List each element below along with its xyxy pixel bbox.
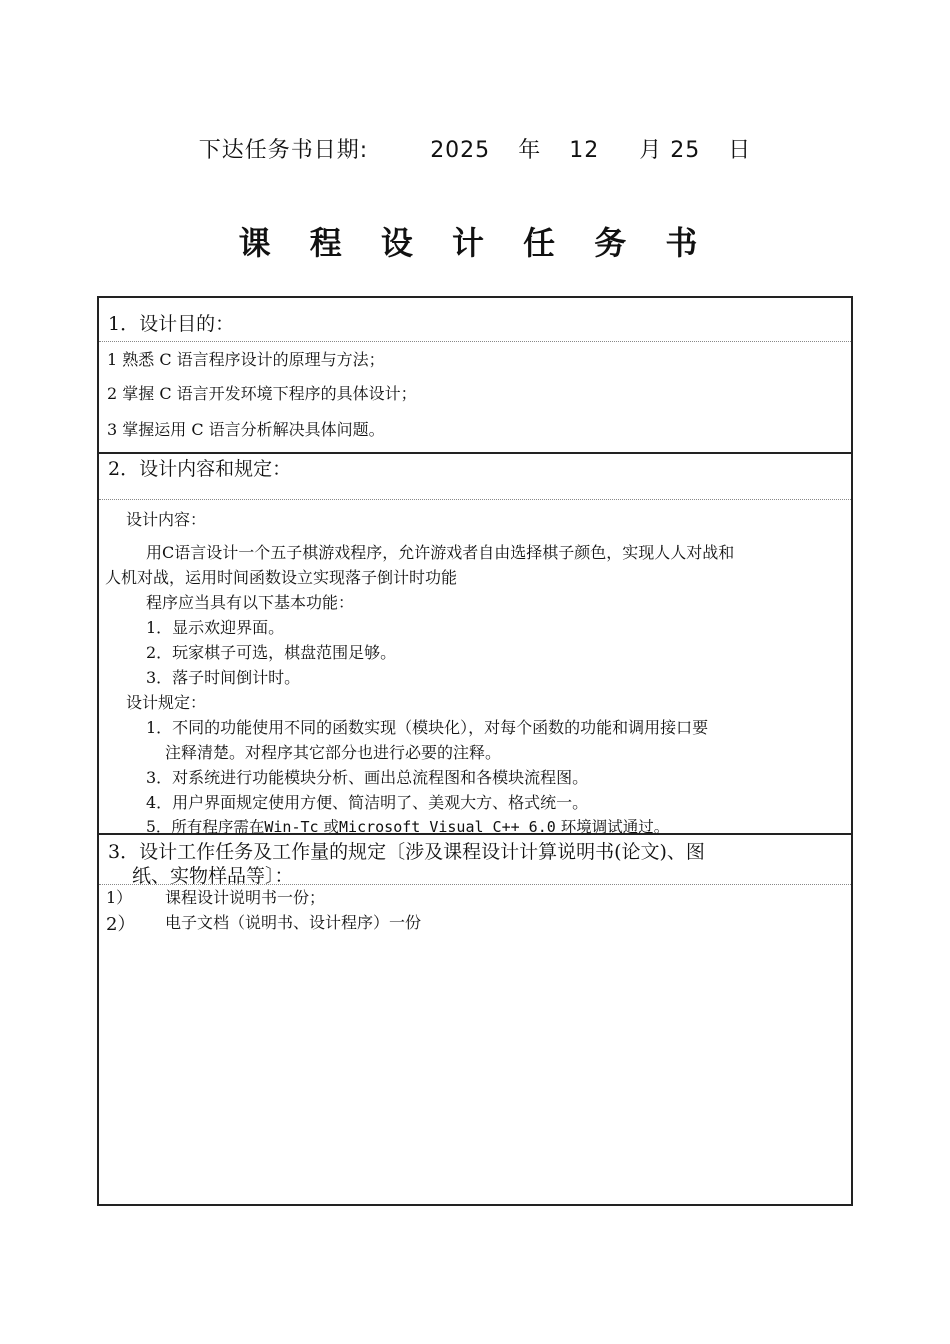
list-item: 电子文档（说明书、设计程序）一份 bbox=[165, 913, 422, 932]
list-item-number: 2） bbox=[106, 914, 136, 935]
section-heading bbox=[99, 835, 851, 885]
rule5-env-vc: Microsoft Visual C++ 6.0 bbox=[339, 818, 556, 836]
issue-date-label: 下达任务书日期: bbox=[198, 138, 369, 163]
feature-item: 1．显示欢迎界面。 bbox=[146, 618, 285, 637]
document-title: 课 程 设 计 任 务 书 bbox=[238, 224, 712, 262]
list-item-number: 1） bbox=[106, 888, 133, 907]
list-item: 2 掌握 C 语言开发环境下程序的具体设计； bbox=[107, 384, 417, 403]
content-paragraph-line: 用C语言设计一个五子棋游戏程序，允许游戏者自由选择棋子颜色，实现人人对战和 bbox=[146, 543, 735, 562]
feature-item: 2．玩家棋子可选，棋盘范围足够。 bbox=[146, 643, 397, 662]
section-heading-line: 3．设计工作任务及工作量的规定〔涉及课程设计计算说明书(论文)、图 bbox=[108, 841, 705, 863]
task-table bbox=[97, 296, 853, 1206]
content-paragraph-line: 人机对战，运用时间函数设立实现落子倒计时功能 bbox=[105, 568, 458, 587]
list-item: 1 熟悉 C 语言程序设计的原理与方法； bbox=[107, 350, 385, 369]
rule-item-continuation: 注释清楚。对程序其它部分也进行必要的注释。 bbox=[165, 743, 502, 762]
feature-item: 3．落子时间倒计时。 bbox=[146, 668, 301, 687]
rule5-tail: 环境调试通过。 bbox=[560, 818, 670, 836]
content-label: 设计内容： bbox=[126, 510, 207, 529]
section-heading-line: 纸、实物样品等〕： bbox=[132, 865, 294, 887]
features-intro: 程序应当具有以下基本功能： bbox=[146, 593, 355, 612]
issue-year: 2025 bbox=[430, 138, 491, 163]
issue-date-line bbox=[0, 133, 950, 164]
issue-year-unit: 年 bbox=[518, 138, 542, 163]
rule5-or: 或 bbox=[323, 818, 340, 836]
list-item: 课程设计说明书一份； bbox=[165, 888, 326, 907]
section-workload bbox=[99, 833, 851, 1206]
section-design-content bbox=[99, 452, 851, 834]
rule-item: 3．对系统进行功能模块分析、画出总流程图和各模块流程图。 bbox=[146, 768, 589, 787]
rules-label: 设计规定： bbox=[126, 693, 207, 712]
list-item: 3 掌握运用 C 语言分析解决具体问题。 bbox=[107, 420, 385, 439]
rule-item: 1．不同的功能使用不同的函数实现（模块化），对每个函数的功能和调用接口要 bbox=[146, 718, 709, 737]
rule5-env-wintc: Win-Tc bbox=[264, 818, 319, 836]
section-heading: 2．设计内容和规定： bbox=[99, 454, 851, 500]
issue-month: 12 bbox=[569, 138, 600, 163]
section-heading: 1．设计目的： bbox=[99, 298, 851, 342]
rule5-text: 5．所有程序需在 bbox=[146, 818, 265, 836]
issue-day-unit: 日 bbox=[728, 138, 752, 163]
rule-item: 4．用户界面规定使用方便、简洁明了、美观大方、格式统一。 bbox=[146, 793, 589, 812]
section-design-purpose bbox=[99, 298, 851, 452]
issue-month-unit: 月 bbox=[639, 138, 663, 163]
issue-day: 25 bbox=[670, 138, 701, 163]
